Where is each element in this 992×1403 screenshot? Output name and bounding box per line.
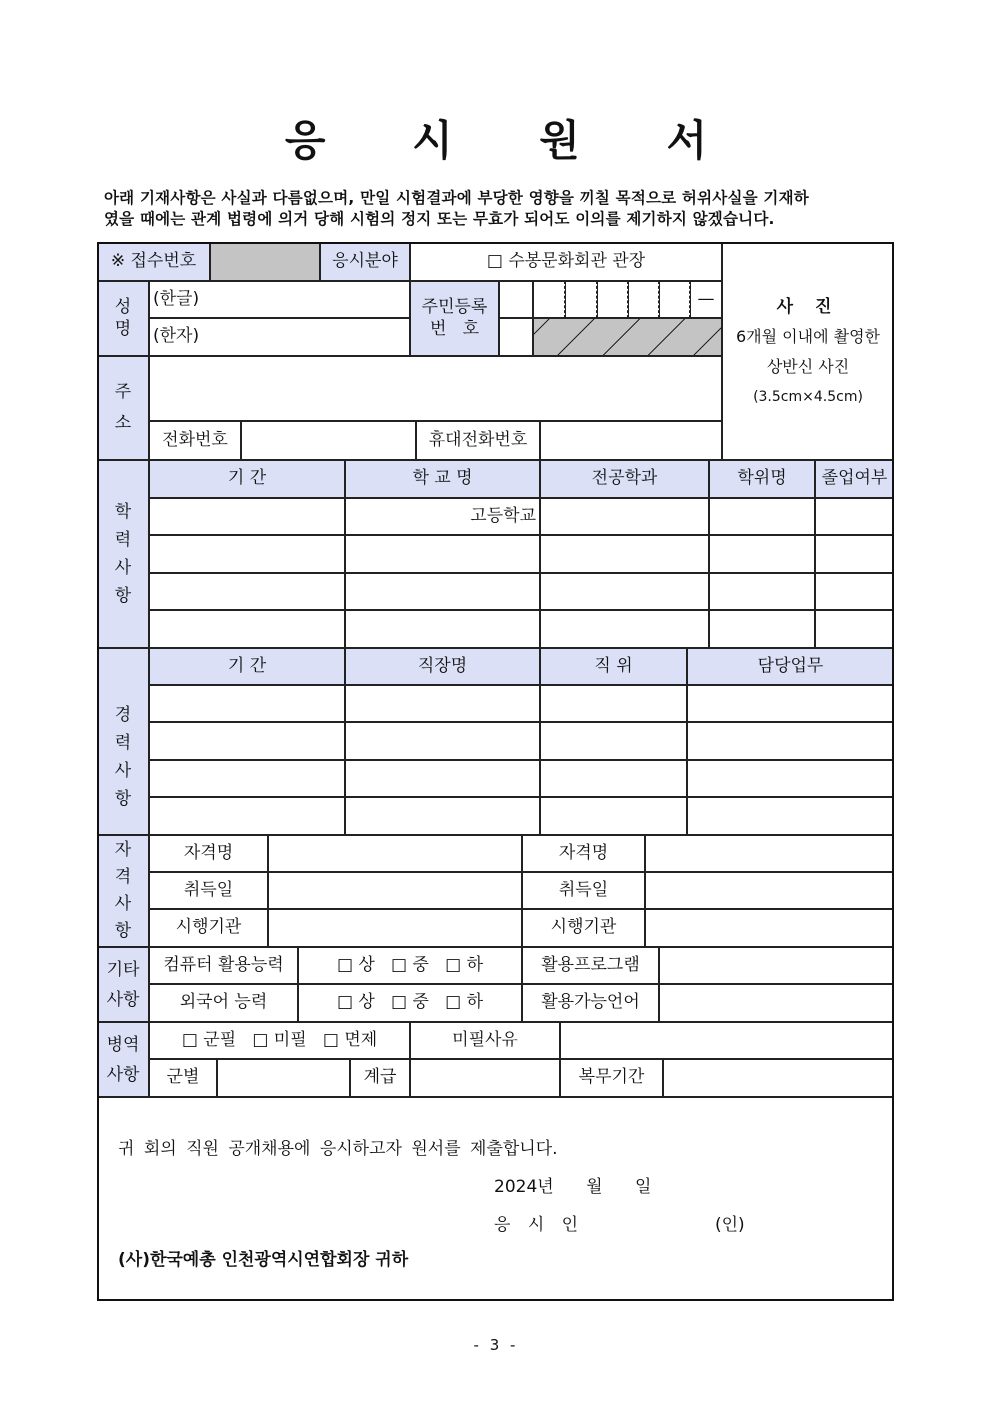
license-name-field-2[interactable] bbox=[645, 835, 894, 872]
declaration-box bbox=[97, 1097, 894, 1301]
education-label bbox=[97, 460, 149, 648]
rrn-digit-box[interactable] bbox=[565, 281, 597, 318]
education-cell[interactable] bbox=[815, 610, 894, 648]
rrn-masked-area bbox=[533, 318, 722, 356]
mobile-field[interactable] bbox=[540, 421, 722, 460]
rrn-label bbox=[410, 281, 499, 356]
education-cell[interactable] bbox=[709, 610, 815, 648]
rrn-digit-box[interactable] bbox=[659, 281, 690, 318]
career-header-company: 직장명 bbox=[345, 648, 540, 685]
license-date-field-2[interactable] bbox=[645, 872, 894, 909]
military-label-2: 사항 bbox=[106, 1064, 140, 1085]
education-cell[interactable] bbox=[815, 573, 894, 610]
career-label-char: 력 bbox=[114, 732, 132, 753]
computer-skill-levels[interactable]: □ 상 □ 중 □ 하 bbox=[298, 947, 522, 984]
address-field[interactable] bbox=[149, 356, 722, 421]
military-branch-field[interactable] bbox=[217, 1059, 350, 1097]
education-label-char: 항 bbox=[114, 586, 132, 606]
notice-line-1: 아래 기재사항은 사실과 다름없으며, 만일 시험결과에 부당한 영향을 끼칠 목적으로 허위사실을 기재하 bbox=[104, 189, 809, 207]
education-label-char: 력 bbox=[114, 530, 132, 550]
education-cell[interactable] bbox=[149, 535, 345, 573]
career-label-char: 항 bbox=[114, 788, 132, 809]
military-status-options[interactable]: □ 군필 □ 미필 □ 면제 bbox=[149, 1022, 410, 1059]
seal-mark: (인) bbox=[715, 1215, 745, 1235]
license-label-char: 항 bbox=[114, 921, 132, 941]
education-header-major: 전공학과 bbox=[540, 460, 709, 498]
career-cell[interactable] bbox=[687, 797, 894, 835]
declaration-date: 2024년 월 일 bbox=[494, 1177, 652, 1197]
license-name-field[interactable] bbox=[268, 835, 522, 872]
license-name-label-2: 자격명 bbox=[522, 835, 645, 872]
education-cell[interactable] bbox=[540, 573, 709, 610]
education-label-char: 학 bbox=[114, 502, 132, 522]
rrn-digit-box[interactable] bbox=[499, 281, 533, 318]
exempt-reason-field[interactable] bbox=[560, 1022, 894, 1059]
language-label: 활용가능언어 bbox=[522, 984, 659, 1022]
photo-size: (3.5cm×4.5cm) bbox=[753, 388, 863, 405]
license-label bbox=[97, 835, 149, 947]
program-field[interactable] bbox=[659, 947, 894, 984]
rrn-digit-box[interactable] bbox=[533, 281, 565, 318]
etc-label bbox=[97, 947, 149, 1022]
career-label bbox=[97, 648, 149, 835]
name-label-1: 성 bbox=[114, 297, 132, 318]
education-cell[interactable] bbox=[345, 573, 540, 610]
photo-title: 사 진 bbox=[776, 296, 840, 317]
photo-line-2: 상반신 사진 bbox=[766, 356, 850, 376]
education-cell[interactable] bbox=[540, 498, 709, 535]
declaration-statement: 귀 회의 직원 공개채용에 응시하고자 원서를 제출합니다. bbox=[118, 1139, 558, 1159]
address-label bbox=[97, 356, 149, 460]
license-date-label-2: 취득일 bbox=[522, 872, 645, 909]
license-date-label: 취득일 bbox=[149, 872, 268, 909]
exempt-reason-label: 미필사유 bbox=[410, 1022, 560, 1059]
career-cell[interactable] bbox=[149, 760, 345, 797]
license-issuer-field-2[interactable] bbox=[645, 909, 894, 947]
application-field-label: 응시분야 bbox=[320, 243, 410, 281]
rrn-digit-box[interactable] bbox=[597, 281, 628, 318]
service-period-field[interactable] bbox=[663, 1059, 894, 1097]
notice-line-2: 였을 때에는 관계 법령에 의거 당해 시험의 정지 또는 무효가 되어도 이의를 제기하지 않겠습니다. bbox=[104, 210, 775, 228]
mobile-label: 휴대전화번호 bbox=[416, 421, 540, 460]
education-header-period: 기 간 bbox=[149, 460, 345, 498]
license-label-char: 사 bbox=[114, 894, 132, 914]
education-school-cell[interactable]: 고등학교 bbox=[345, 498, 540, 535]
career-label-char: 경 bbox=[114, 704, 132, 725]
service-period-label: 복무기간 bbox=[560, 1059, 663, 1097]
career-cell[interactable] bbox=[149, 685, 345, 722]
page-title: 응 시 원 서 bbox=[284, 116, 744, 165]
name-hangul-field[interactable]: (한글) bbox=[149, 281, 410, 318]
military-rank-label: 계급 bbox=[350, 1059, 410, 1097]
education-cell[interactable] bbox=[815, 498, 894, 535]
education-cell[interactable] bbox=[540, 610, 709, 648]
etc-label-1: 기타 bbox=[106, 959, 140, 980]
education-cell[interactable] bbox=[345, 610, 540, 648]
rrn-dash: — bbox=[690, 281, 722, 318]
rrn-digit-box[interactable] bbox=[499, 318, 533, 356]
photo-box bbox=[722, 243, 894, 460]
military-rank-field[interactable] bbox=[410, 1059, 560, 1097]
phone-label: 전화번호 bbox=[149, 421, 241, 460]
name-hanja-field[interactable]: (한자) bbox=[149, 318, 410, 356]
rrn-digit-box[interactable] bbox=[628, 281, 659, 318]
photo-line-1: 6개월 이내에 촬영한 bbox=[736, 326, 880, 346]
application-field-option[interactable]: □ 수봉문화회관 관장 bbox=[410, 243, 722, 281]
license-issuer-label-2: 시행기관 bbox=[522, 909, 645, 947]
page-number: - 3 - bbox=[473, 1336, 519, 1354]
recipient-line: (사)한국예총 인천광역시연합회장 귀하 bbox=[118, 1250, 409, 1270]
license-label-char: 자 bbox=[114, 840, 132, 860]
name-label-2: 명 bbox=[114, 318, 132, 339]
career-label-char: 사 bbox=[114, 760, 132, 781]
career-cell[interactable] bbox=[345, 797, 540, 835]
foreign-language-label: 외국어 능력 bbox=[149, 984, 298, 1022]
program-label: 활용프로그램 bbox=[522, 947, 659, 984]
education-header-graduation: 졸업여부 bbox=[815, 460, 894, 498]
career-cell[interactable] bbox=[149, 722, 345, 760]
rrn-label-2: 번 호 bbox=[429, 318, 480, 339]
education-header-degree: 학위명 bbox=[709, 460, 815, 498]
career-cell[interactable] bbox=[540, 797, 687, 835]
career-cell[interactable] bbox=[540, 722, 687, 760]
phone-field[interactable] bbox=[241, 421, 416, 460]
career-cell[interactable] bbox=[540, 685, 687, 722]
career-cell[interactable] bbox=[149, 797, 345, 835]
applicant-label: 응 시 인 bbox=[494, 1215, 585, 1235]
career-cell[interactable] bbox=[345, 722, 540, 760]
license-issuer-label: 시행기관 bbox=[149, 909, 268, 947]
career-cell[interactable] bbox=[540, 760, 687, 797]
name-label bbox=[97, 281, 149, 356]
career-cell[interactable] bbox=[345, 760, 540, 797]
education-label-char: 사 bbox=[114, 558, 132, 578]
career-header-position: 직 위 bbox=[540, 648, 687, 685]
license-name-label: 자격명 bbox=[149, 835, 268, 872]
etc-label-2: 사항 bbox=[106, 989, 140, 1010]
military-label bbox=[97, 1022, 149, 1097]
license-issuer-field[interactable] bbox=[268, 909, 522, 947]
education-cell[interactable] bbox=[709, 573, 815, 610]
education-cell[interactable] bbox=[149, 498, 345, 535]
license-date-field[interactable] bbox=[268, 872, 522, 909]
computer-skill-label: 컴퓨터 활용능력 bbox=[149, 947, 298, 984]
receipt-number-label: ※ 접수번호 bbox=[97, 243, 210, 281]
career-cell[interactable] bbox=[687, 760, 894, 797]
address-label-2: 소 bbox=[114, 413, 132, 433]
education-cell[interactable] bbox=[709, 535, 815, 573]
education-cell[interactable] bbox=[149, 573, 345, 610]
education-header-school: 학 교 명 bbox=[345, 460, 540, 498]
foreign-language-levels[interactable]: □ 상 □ 중 □ 하 bbox=[298, 984, 522, 1022]
receipt-number-field bbox=[210, 243, 320, 281]
career-cell[interactable] bbox=[345, 685, 540, 722]
education-cell[interactable] bbox=[345, 535, 540, 573]
career-cell[interactable] bbox=[687, 722, 894, 760]
military-branch-label: 군별 bbox=[149, 1059, 217, 1097]
military-label-1: 병역 bbox=[106, 1034, 140, 1055]
rrn-label-1: 주민등록 bbox=[421, 297, 488, 318]
license-label-char: 격 bbox=[114, 867, 132, 887]
language-field[interactable] bbox=[659, 984, 894, 1022]
career-header-duties: 담당업무 bbox=[687, 648, 894, 685]
education-cell[interactable] bbox=[709, 498, 815, 535]
career-header-period: 기 간 bbox=[149, 648, 345, 685]
address-label-1: 주 bbox=[114, 381, 132, 402]
education-cell[interactable] bbox=[815, 535, 894, 573]
education-cell[interactable] bbox=[149, 610, 345, 648]
education-cell[interactable] bbox=[540, 535, 709, 573]
career-cell[interactable] bbox=[687, 685, 894, 722]
